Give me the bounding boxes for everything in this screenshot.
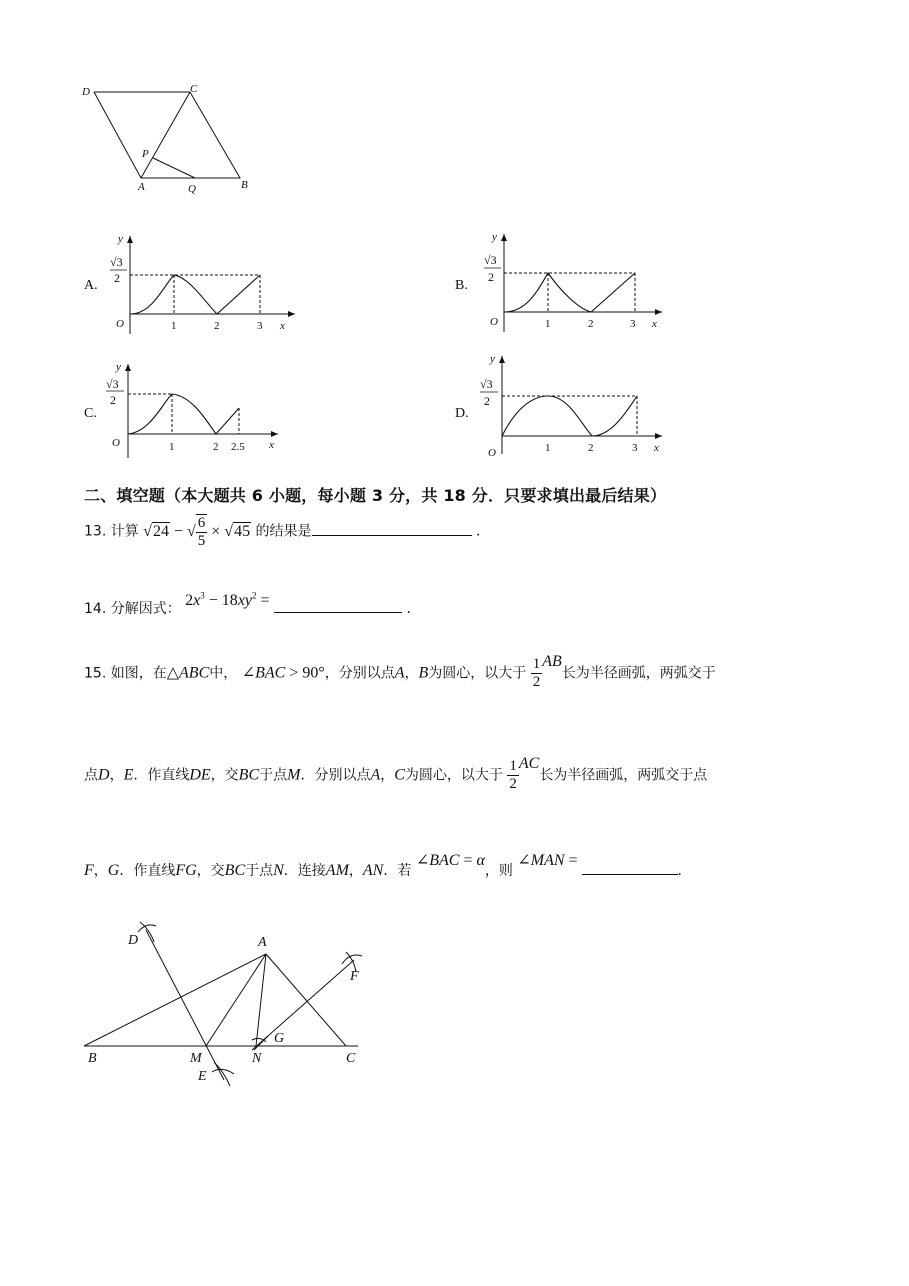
label-P: P bbox=[142, 148, 149, 160]
option-c-graph bbox=[100, 358, 290, 468]
x-tick-3: 3 bbox=[257, 320, 263, 332]
triangle-construction-figure bbox=[84, 912, 374, 1092]
rhombus-figure bbox=[78, 80, 258, 200]
x-tick-1: 1 bbox=[545, 318, 551, 330]
y-tick: √3 bbox=[106, 377, 119, 391]
q13-expression: √24 − √ $\frac{6}{5}$ × √45 bbox=[143, 515, 251, 549]
question-15-line-1: 15. 如图，在△ABC中， ∠BAC > 90°，分别以点A，B为圆心，以大于 $\frac{1}{2}$ AB长为半径画弧，两弧交于 bbox=[84, 652, 716, 690]
option-b-letter: B. bbox=[455, 278, 468, 293]
y-tick-den: 2 bbox=[110, 393, 116, 407]
label-C: C bbox=[190, 83, 198, 95]
option-a-graph bbox=[100, 230, 300, 340]
y-label: y bbox=[118, 233, 123, 245]
q13-end: ． bbox=[475, 523, 490, 540]
label-M: M bbox=[190, 1051, 202, 1066]
option-b-graph bbox=[472, 228, 672, 338]
x-tick-3: 3 bbox=[632, 442, 638, 454]
y-tick-den: 2 bbox=[488, 270, 494, 284]
label-Q: Q bbox=[188, 183, 196, 195]
q14-end: ． bbox=[406, 601, 421, 617]
section-heading: 二、填空题（本大题共 6 小题，每小题 3 分，共 18 分．只要求填出最后结果） bbox=[84, 486, 667, 505]
q13-prefix: 13. 计算 bbox=[84, 523, 139, 540]
y-label: y bbox=[490, 353, 495, 365]
label-B: B bbox=[88, 1051, 97, 1066]
q14-answer-blank[interactable] bbox=[274, 598, 402, 613]
question-15-line-2: 点D，E．作直线DE，交BC于点M．分别以点A，C为圆心，以大于 $\frac{1}{2}$ AC长为半径画弧，两弧交于点 bbox=[84, 754, 708, 792]
x-label: x bbox=[654, 442, 659, 454]
question-15-line-3: F，G．作直线FG，交BC于点N．连接AM，AN．若 ∠BAC = α，则 ∠MAN = ． bbox=[84, 852, 692, 879]
x-tick-2: 2 bbox=[214, 320, 220, 332]
label-B: B bbox=[241, 179, 248, 191]
y-tick: √3 bbox=[110, 255, 123, 269]
angle-bac-condition: ∠BAC bbox=[241, 664, 286, 682]
label-A: A bbox=[138, 181, 145, 193]
option-c-letter: C. bbox=[84, 406, 97, 421]
x-tick-2: 2 bbox=[213, 441, 219, 453]
option-d-graph bbox=[472, 350, 672, 462]
label-N: N bbox=[252, 1051, 262, 1066]
x-label: x bbox=[652, 318, 657, 330]
q13-answer-blank[interactable] bbox=[312, 521, 472, 536]
y-label: y bbox=[492, 231, 497, 243]
q14-prefix: 14. 分解因式： bbox=[84, 601, 181, 617]
x-tick-1: 1 bbox=[171, 320, 177, 332]
origin-label: O bbox=[490, 316, 498, 328]
label-D: D bbox=[128, 933, 139, 948]
label-G: G bbox=[274, 1031, 285, 1046]
x-tick-2: 2 bbox=[588, 318, 594, 330]
x-tick-3: 3 bbox=[630, 318, 636, 330]
x-label: x bbox=[269, 439, 274, 451]
x-label: x bbox=[280, 320, 285, 332]
question-14 bbox=[84, 590, 421, 618]
y-tick-den: 2 bbox=[484, 394, 490, 408]
option-a-letter: A. bbox=[84, 278, 98, 293]
q15-answer-blank[interactable] bbox=[582, 860, 678, 875]
label-D: D bbox=[82, 86, 90, 98]
label-A: A bbox=[258, 935, 267, 950]
label-C: C bbox=[346, 1051, 356, 1066]
y-label: y bbox=[116, 361, 121, 373]
x-tick-1: 1 bbox=[545, 442, 551, 454]
x-tick-3: 2.5 bbox=[231, 441, 245, 453]
origin-label: O bbox=[488, 447, 496, 459]
y-tick: √3 bbox=[480, 377, 493, 391]
x-tick-2: 2 bbox=[588, 442, 594, 454]
y-tick: √3 bbox=[484, 253, 497, 267]
x-tick-1: 1 bbox=[169, 441, 175, 453]
option-d-letter: D. bbox=[455, 406, 469, 421]
origin-label: O bbox=[116, 318, 124, 330]
label-E: E bbox=[198, 1069, 207, 1084]
y-tick-den: 2 bbox=[114, 271, 120, 285]
q13-suffix: 的结果是 bbox=[255, 523, 312, 540]
q14-expression: $2x^3 - 18xy^2$ = bbox=[185, 590, 270, 609]
origin-label: O bbox=[112, 437, 120, 449]
label-F: F bbox=[350, 969, 359, 984]
question-13 bbox=[84, 514, 490, 550]
